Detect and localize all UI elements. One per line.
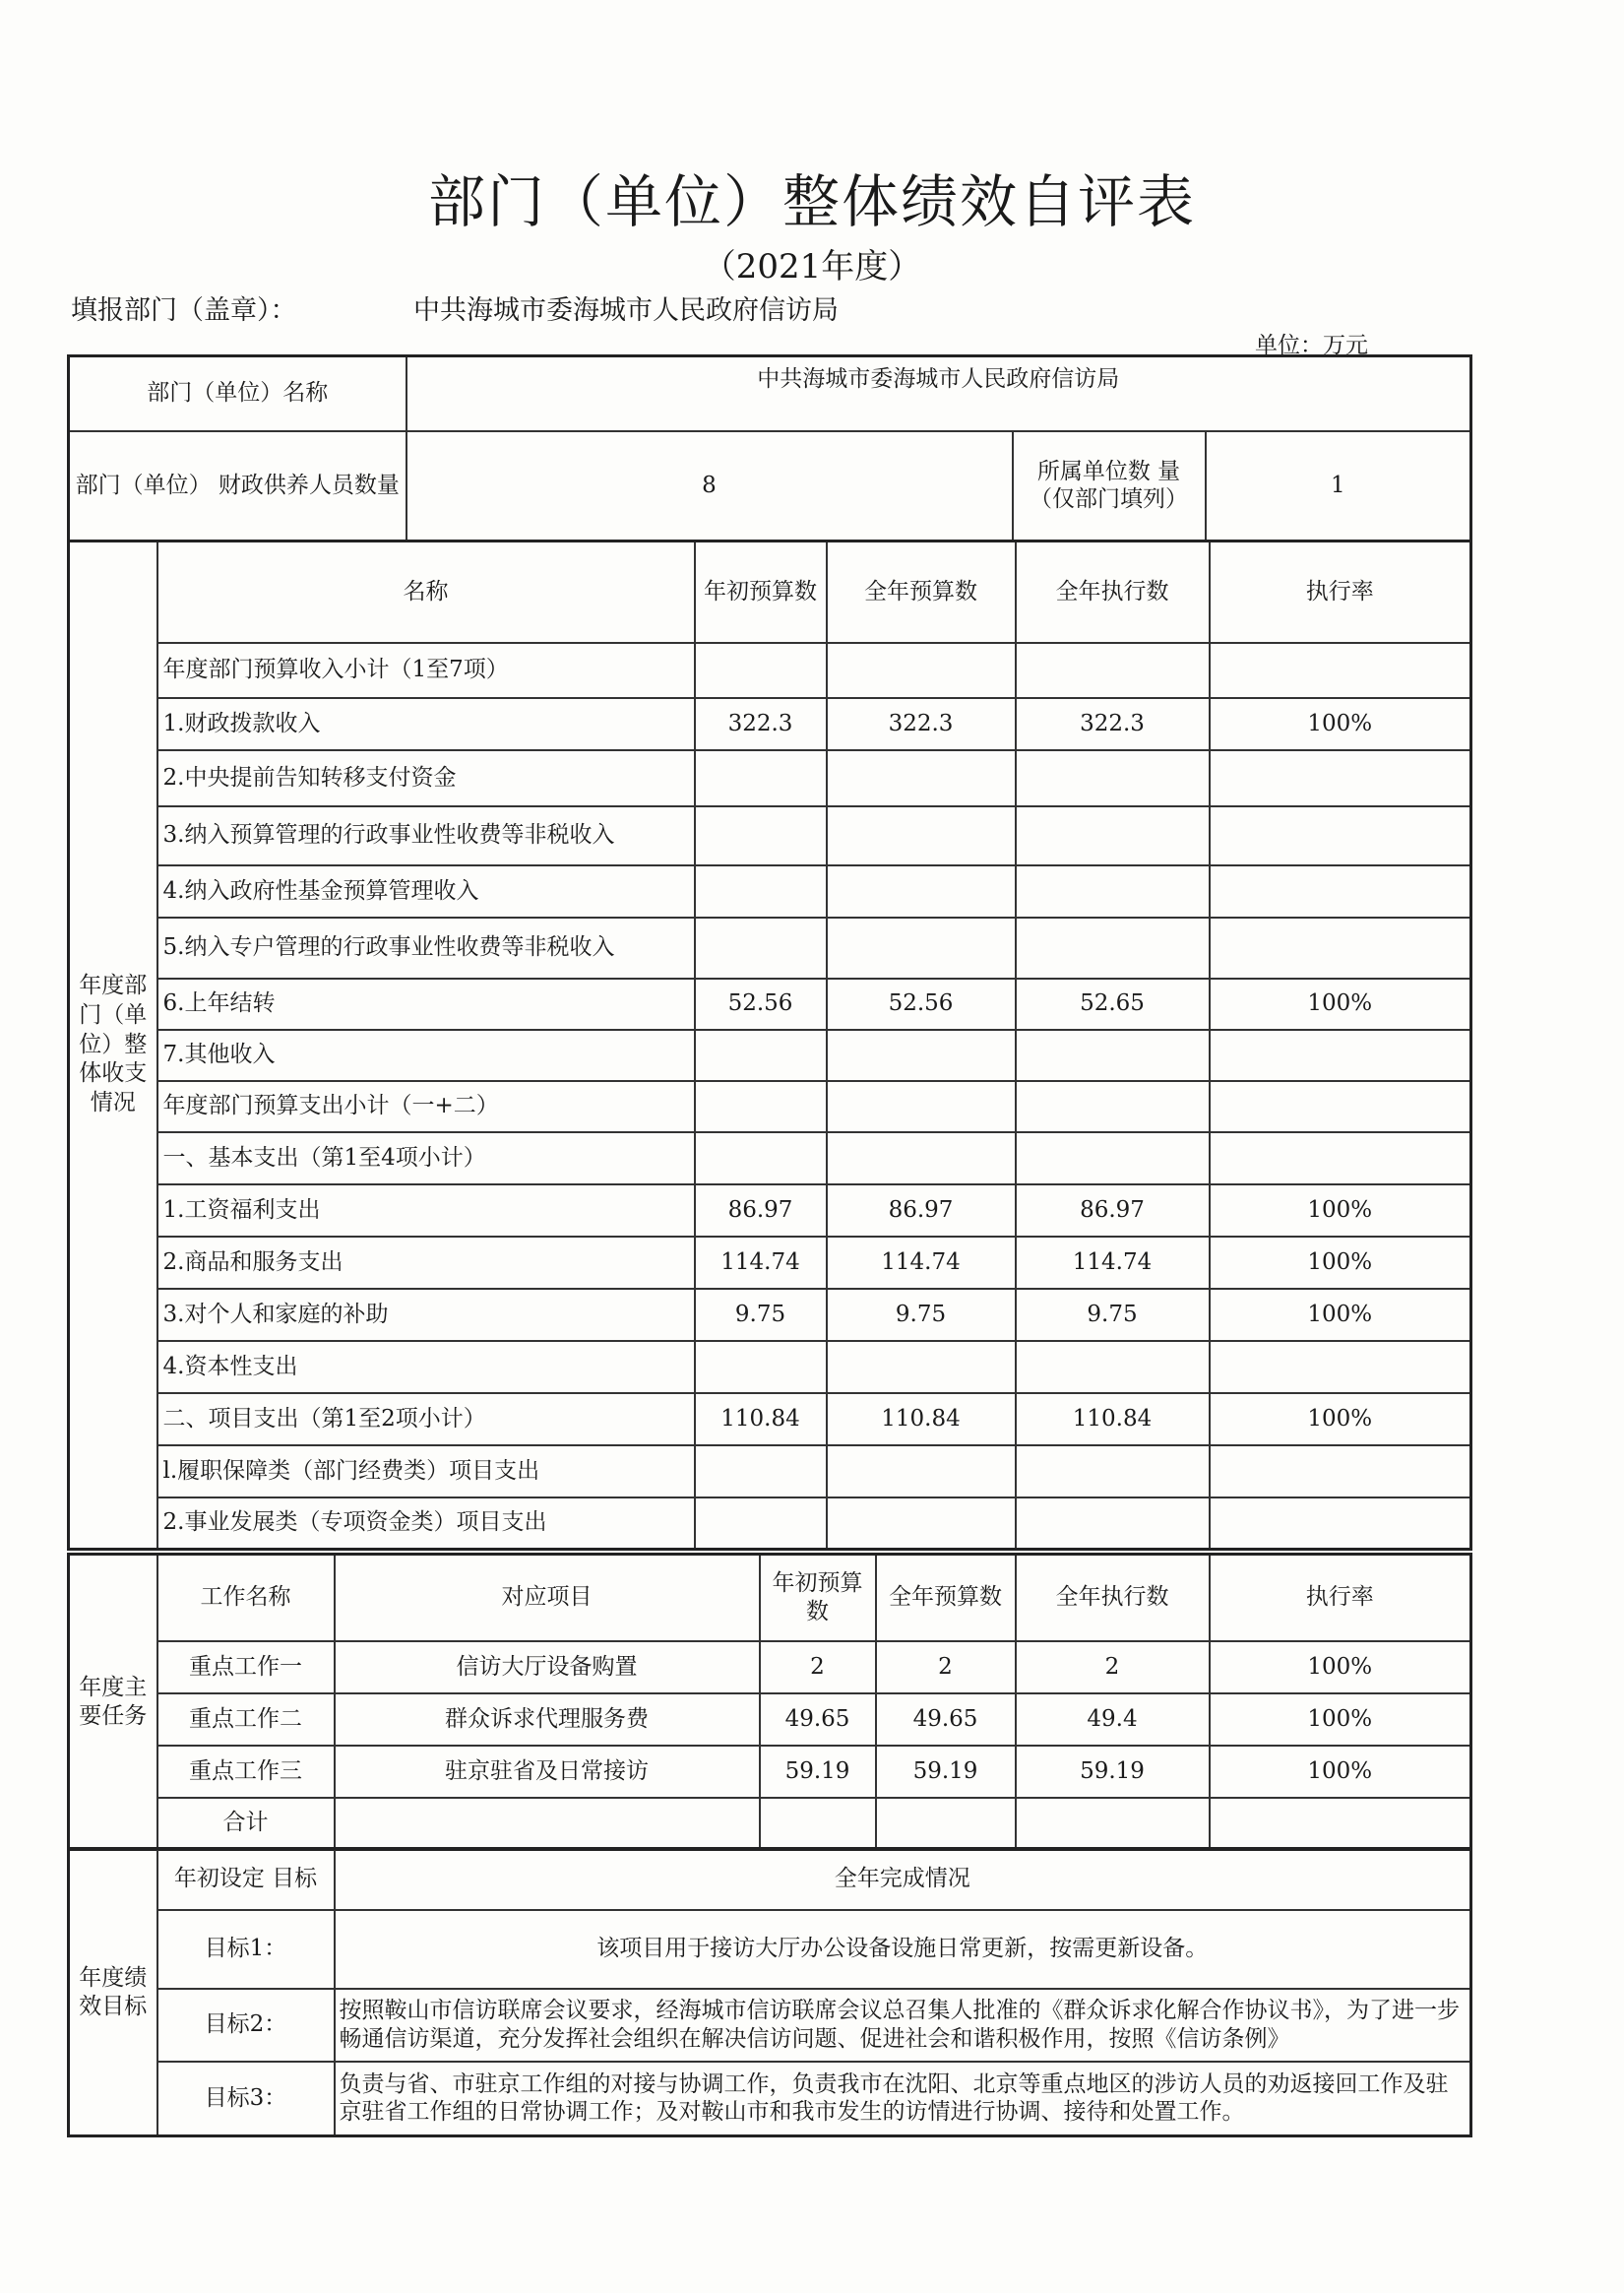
dept-info-table: [67, 354, 1472, 542]
budget-row-name: 2.中央提前告知转移支付资金: [157, 750, 695, 806]
budget-row-name: 1.工资福利支出: [157, 1184, 695, 1237]
task-row-initial: 59.19: [760, 1746, 876, 1798]
budget-row-annual: [827, 750, 1016, 806]
table-row: [69, 643, 1471, 698]
table-row: [69, 1132, 1471, 1184]
filing-dept-value: 中共海城市委海城市人民政府信访局: [413, 295, 839, 326]
budget-row-name: 3.纳入预算管理的行政事业性收费等非税收入: [157, 806, 695, 865]
budget-header-annual: 全年预算数: [827, 541, 1016, 643]
table-row: [69, 1641, 1471, 1693]
budget-row-rate: [1210, 1030, 1471, 1081]
list-item: [69, 1989, 1471, 2062]
budget-row-name: 年度部门预算收入小计（1至7项）: [157, 643, 695, 698]
budget-row-initial: [695, 1445, 827, 1497]
staff-label: 部门（单位） 财政供养人员数量: [69, 431, 406, 541]
unit-label: 单位：万元: [1255, 333, 1368, 358]
budget-row-initial: 52.56: [695, 979, 827, 1030]
budget-row-initial: 86.97: [695, 1184, 827, 1237]
budget-row-executed: 322.3: [1016, 698, 1210, 750]
table-row: [69, 1341, 1471, 1393]
budget-header-rate: 执行率: [1210, 541, 1471, 643]
budget-row-initial: [695, 1341, 827, 1393]
goal-row-name: 目标3：: [157, 2062, 335, 2136]
budget-row-executed: 86.97: [1016, 1184, 1210, 1237]
budget-row-rate: [1210, 750, 1471, 806]
filing-dept-label: 填报部门（盖章）：: [71, 295, 297, 326]
budget-row-rate: [1210, 1497, 1471, 1550]
budget-row-name: 2.事业发展类（专项资金类）项目支出: [157, 1497, 695, 1550]
budget-row-executed: [1016, 750, 1210, 806]
budget-row-executed: [1016, 1081, 1210, 1132]
budget-row-annual: [827, 643, 1016, 698]
goal-row-content: 负责与省、市驻京工作组的对接与协调工作，负责我市在沈阳、北京等重点地区的涉访人员的劝返接回工作及驻京驻省工作组的日常协调工作；及对鞍山市和我市发生的访情进行协调、接待和处置工作。: [335, 2062, 1471, 2136]
budget-row-executed: 9.75: [1016, 1289, 1210, 1341]
task-row-annual: 49.65: [876, 1693, 1016, 1746]
budget-row-annual: [827, 1497, 1016, 1550]
budget-row-rate: [1210, 1081, 1471, 1132]
budget-row-rate: [1210, 643, 1471, 698]
tasks-header-initial: 年初预算数: [760, 1555, 876, 1641]
budget-row-annual: 86.97: [827, 1184, 1016, 1237]
task-row-annual: [876, 1798, 1016, 1850]
budget-row-annual: 52.56: [827, 979, 1016, 1030]
budget-row-annual: [827, 918, 1016, 979]
task-row-executed: [1016, 1798, 1210, 1850]
table-row: [69, 1289, 1471, 1341]
task-row-executed: 59.19: [1016, 1746, 1210, 1798]
budget-row-name: 5.纳入专户管理的行政事业性收费等非税收入: [157, 918, 695, 979]
task-row-name: 重点工作一: [157, 1641, 335, 1693]
task-row-initial: 49.65: [760, 1693, 876, 1746]
task-row-initial: 2: [760, 1641, 876, 1693]
budget-row-initial: [695, 806, 827, 865]
table-row: [69, 1693, 1471, 1746]
budget-row-executed: [1016, 1445, 1210, 1497]
tasks-header-executed: 全年执行数: [1016, 1555, 1210, 1641]
goal-row-content: 按照鞍山市信访联席会议要求，经海城市信访联席会议总召集人批准的《群众诉求化解合作协议书》，为了进一步畅通信访渠道，充分发挥社会组织在解决信访问题、促进社会和谐积极作用，按照《信访条例》: [335, 1989, 1471, 2062]
tasks-section-label: 年度主要任务: [69, 1555, 157, 1850]
task-row-annual: 59.19: [876, 1746, 1016, 1798]
goals-header-name: 年初设定 目标: [157, 1849, 335, 1910]
task-row-annual: 2: [876, 1641, 1016, 1693]
report-year: （2021年度）: [702, 247, 922, 287]
budget-row-name: 1.财政拨款收入: [157, 698, 695, 750]
budget-row-annual: [827, 1132, 1016, 1184]
budget-row-rate: 100%: [1210, 1184, 1471, 1237]
task-row-name: 重点工作二: [157, 1693, 335, 1746]
table-row: [69, 1393, 1471, 1445]
task-row-initial: [760, 1798, 876, 1850]
goal-row-name: 目标1：: [157, 1910, 335, 1989]
budget-row-executed: 110.84: [1016, 1393, 1210, 1445]
table-row: [69, 918, 1471, 979]
budget-row-executed: [1016, 1341, 1210, 1393]
task-row-project: 群众诉求代理服务费: [335, 1693, 760, 1746]
staff-value: 8: [406, 431, 1013, 541]
budget-row-initial: [695, 918, 827, 979]
budget-row-initial: [695, 1132, 827, 1184]
tasks-header-name: 工作名称: [157, 1555, 335, 1641]
budget-row-initial: [695, 865, 827, 918]
goal-row-content: 该项目用于接访大厅办公设备设施日常更新，按需更新设备。: [335, 1910, 1471, 1989]
task-row-project: [335, 1798, 760, 1850]
sub-units-value: 1: [1206, 431, 1471, 541]
budget-row-annual: 9.75: [827, 1289, 1016, 1341]
budget-row-initial: [695, 750, 827, 806]
task-row-name: 重点工作三: [157, 1746, 335, 1798]
budget-row-rate: [1210, 1445, 1471, 1497]
budget-row-annual: [827, 1081, 1016, 1132]
budget-row-name: 2.商品和服务支出: [157, 1237, 695, 1289]
task-row-project: 驻京驻省及日常接访: [335, 1746, 760, 1798]
table-row: [69, 806, 1471, 865]
table-row: [69, 1798, 1471, 1850]
tasks-header-annual: 全年预算数: [876, 1555, 1016, 1641]
task-row-executed: 49.4: [1016, 1693, 1210, 1746]
budget-row-rate: 100%: [1210, 1289, 1471, 1341]
budget-row-initial: [695, 1081, 827, 1132]
budget-section-label: 年度部门（单位）整体收支情况: [69, 541, 157, 1550]
goals-header-content: 全年完成情况: [335, 1849, 1471, 1910]
sub-units-label: 所属单位数 量（仅部门填列）: [1013, 431, 1206, 541]
task-row-rate: 100%: [1210, 1693, 1471, 1746]
budget-row-executed: [1016, 1497, 1210, 1550]
goal-row-name: 目标2：: [157, 1989, 335, 2062]
table-row: [69, 1746, 1471, 1798]
budget-row-annual: [827, 1341, 1016, 1393]
budget-row-executed: [1016, 865, 1210, 918]
budget-header-executed: 全年执行数: [1016, 541, 1210, 643]
table-row: [69, 1030, 1471, 1081]
budget-row-name: 年度部门预算支出小计（一+二）: [157, 1081, 695, 1132]
budget-row-executed: [1016, 1030, 1210, 1081]
task-row-name: 合计: [157, 1798, 335, 1850]
budget-row-name: 一、基本支出（第1至4项小计）: [157, 1132, 695, 1184]
budget-row-executed: [1016, 918, 1210, 979]
budget-row-initial: [695, 1497, 827, 1550]
table-row: [69, 1445, 1471, 1497]
tasks-table: [67, 1553, 1472, 1851]
budget-row-initial: [695, 643, 827, 698]
table-row: [69, 1184, 1471, 1237]
budget-row-executed: 114.74: [1016, 1237, 1210, 1289]
page-title: 部门（单位）整体绩效自评表: [427, 168, 1196, 235]
budget-row-rate: [1210, 806, 1471, 865]
budget-row-annual: 114.74: [827, 1237, 1016, 1289]
task-row-project: 信访大厅设备购置: [335, 1641, 760, 1693]
budget-table: [67, 540, 1472, 1551]
table-row: [69, 1081, 1471, 1132]
budget-row-annual: [827, 1030, 1016, 1081]
budget-row-rate: 100%: [1210, 1237, 1471, 1289]
budget-row-initial: 114.74: [695, 1237, 827, 1289]
budget-row-rate: 100%: [1210, 1393, 1471, 1445]
budget-row-annual: 110.84: [827, 1393, 1016, 1445]
goals-table: [67, 1847, 1472, 2137]
tasks-header-rate: 执行率: [1210, 1555, 1471, 1641]
budget-row-executed: [1016, 806, 1210, 865]
task-row-rate: 100%: [1210, 1746, 1471, 1798]
budget-row-name: 4.纳入政府性基金预算管理收入: [157, 865, 695, 918]
dept-name-value: 中共海城市委海城市人民政府信访局: [406, 356, 1471, 431]
budget-row-name: l.履职保障类（部门经费类）项目支出: [157, 1445, 695, 1497]
budget-row-executed: [1016, 643, 1210, 698]
budget-row-rate: [1210, 1132, 1471, 1184]
budget-row-annual: 322.3: [827, 698, 1016, 750]
list-item: [69, 1910, 1471, 1989]
budget-row-annual: [827, 865, 1016, 918]
table-row: [69, 865, 1471, 918]
list-item: [69, 2062, 1471, 2136]
budget-row-annual: [827, 1445, 1016, 1497]
budget-row-initial: 110.84: [695, 1393, 827, 1445]
table-row: [69, 750, 1471, 806]
budget-row-rate: 100%: [1210, 979, 1471, 1030]
task-row-rate: 100%: [1210, 1641, 1471, 1693]
goals-section-label: 年度绩效目标: [69, 1849, 157, 2136]
table-row: [69, 1497, 1471, 1550]
budget-row-rate: [1210, 918, 1471, 979]
budget-row-annual: [827, 806, 1016, 865]
table-row: [69, 1237, 1471, 1289]
table-row: [69, 979, 1471, 1030]
budget-row-name: 7.其他收入: [157, 1030, 695, 1081]
budget-row-name: 二、项目支出（第1至2项小计）: [157, 1393, 695, 1445]
budget-row-initial: 322.3: [695, 698, 827, 750]
budget-header-name: 名称: [157, 541, 695, 643]
budget-row-executed: [1016, 1132, 1210, 1184]
dept-name-label: 部门（单位）名称: [69, 356, 406, 431]
budget-row-executed: 52.65: [1016, 979, 1210, 1030]
task-row-rate: [1210, 1798, 1471, 1850]
tasks-header-project: 对应项目: [335, 1555, 760, 1641]
budget-row-initial: [695, 1030, 827, 1081]
budget-row-rate: [1210, 865, 1471, 918]
budget-row-initial: 9.75: [695, 1289, 827, 1341]
budget-row-rate: 100%: [1210, 698, 1471, 750]
budget-header-initial: 年初预算数: [695, 541, 827, 643]
budget-row-name: 4.资本性支出: [157, 1341, 695, 1393]
budget-row-name: 3.对个人和家庭的补助: [157, 1289, 695, 1341]
budget-row-name: 6.上年结转: [157, 979, 695, 1030]
budget-row-rate: [1210, 1341, 1471, 1393]
table-row: [69, 698, 1471, 750]
task-row-executed: 2: [1016, 1641, 1210, 1693]
